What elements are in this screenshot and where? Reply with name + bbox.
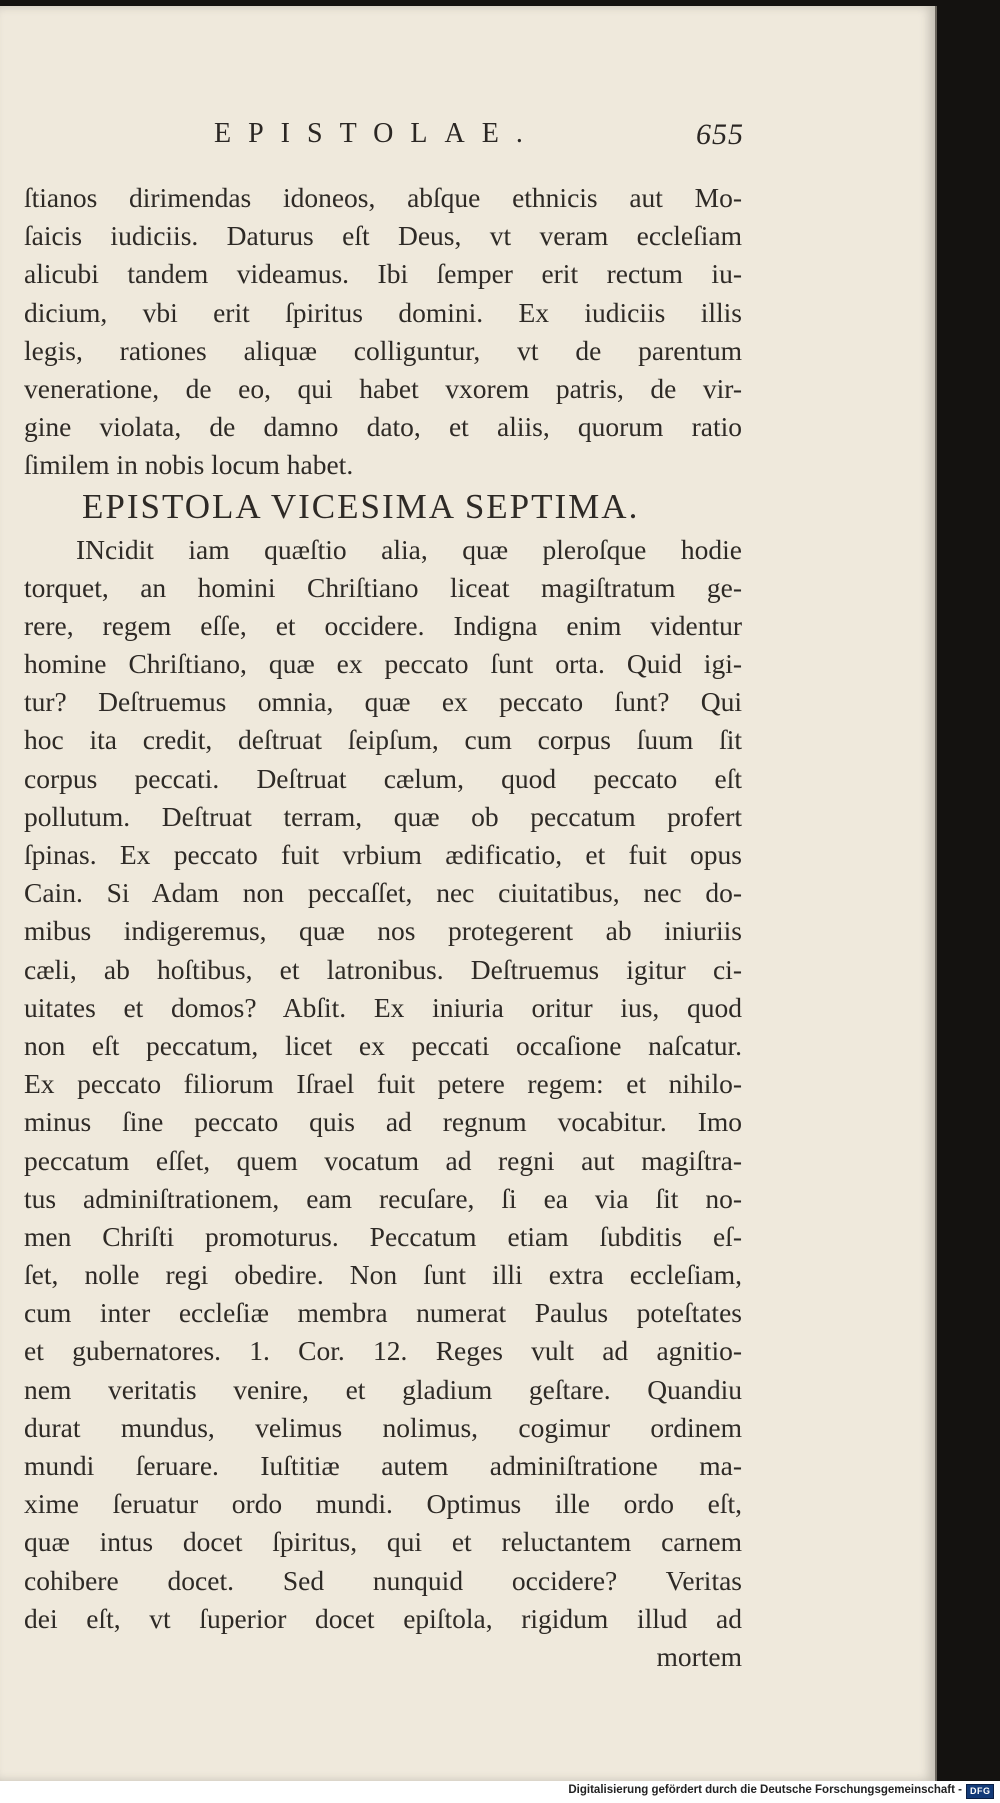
text-line: peccatum eſſet, quem vocatum ad regni aut magiſtra- bbox=[24, 1144, 742, 1176]
text-line: rere, regem eſſe, et occidere. Indigna enim videntur bbox=[24, 609, 742, 641]
text-line: quæ intus docet ſpiritus, qui et reluctantem carnem bbox=[24, 1526, 742, 1558]
text-line: cum inter eccleſiæ membra numerat Paulus poteſtates bbox=[24, 1297, 742, 1329]
text-line: ſtianos dirimendas idoneos, abſque ethnicis aut Mo- bbox=[24, 182, 742, 213]
text-line: nem veritatis venire, et gladium geſtare. Quandiu bbox=[24, 1373, 742, 1405]
text-line: Cain. Si Adam non peccaſſet, nec ciuitatibus, nec do- bbox=[24, 877, 742, 909]
running-head: EPISTOLAE. bbox=[214, 118, 540, 149]
preceding-letter-text bbox=[24, 179, 742, 485]
text-line: ſpinas. Ex peccato fuit vrbium ædificatio, et fuit opus bbox=[24, 839, 742, 870]
text-line: gine violata, de damno dato, et aliis, quorum ratio bbox=[24, 411, 742, 443]
text-line: non eſt peccatum, licet ex peccati occaſione naſcatur. bbox=[24, 1029, 742, 1061]
text-line: xime ſeruatur ordo mundi. Optimus ille ordo eſt, bbox=[24, 1488, 742, 1520]
text-line: ſaicis iudiciis. Daturus eſt Deus, vt veram eccleſiam bbox=[24, 220, 742, 252]
text-line: men Chriſti promoturus. Peccatum etiam ſubditis eſ- bbox=[24, 1220, 742, 1252]
text-line: ſimilem in nobis locum habet. bbox=[24, 449, 354, 481]
text-line: durat mundus, velimus nolimus, cogimur ordinem bbox=[24, 1411, 742, 1443]
text-line: pollutum. Deſtruat terram, quæ ob peccatum profert bbox=[24, 800, 742, 832]
text-line: minus ſine peccato quis ad regnum vocabitur. Imo bbox=[24, 1106, 742, 1138]
letter-text bbox=[24, 531, 742, 1638]
text-line: torquet, an homini Chriſtiano liceat magiſtratum ge- bbox=[24, 571, 742, 603]
digitization-footer bbox=[0, 1781, 1000, 1803]
body-text bbox=[24, 179, 742, 1676]
page-header bbox=[214, 118, 744, 168]
text-line: corpus peccati. Deſtruat cælum, quod peccato eſt bbox=[24, 762, 742, 794]
text-line: alicubi tandem videamus. Ibi ſemper erit rectum iu- bbox=[24, 258, 742, 290]
catchword: mortem bbox=[656, 1640, 742, 1672]
text-line: tur? Deſtruemus omnia, quæ ex peccato ſunt? Qui bbox=[24, 686, 742, 718]
text-line: et gubernatores. 1. Cor. 12. Reges vult ad agnitio- bbox=[24, 1335, 742, 1367]
chapter-heading: EPISTOLA VICESIMA SEPTIMA. bbox=[82, 486, 640, 526]
text-line: hoc ita credit, deſtruat ſeipſum, cum corpus ſuum ſit bbox=[24, 724, 742, 756]
text-line: ſet, nolle regi obedire. Non ſunt illi extra eccleſiam, bbox=[24, 1259, 742, 1291]
text-line: mundi ſeruare. Iuſtitiæ autem adminiſtratione ma- bbox=[24, 1450, 742, 1481]
text-line: uitates et domos? Abſit. Ex iniuria oritur ius, quod bbox=[24, 991, 742, 1023]
text-line: Ex peccato filiorum Iſrael fuit petere regem: et nihilo- bbox=[24, 1068, 742, 1100]
text-line: legis, rationes aliquæ colliguntur, vt de parentum bbox=[24, 334, 742, 366]
text-line: cæli, ab hoſtibus, et latronibus. Deſtruemus igitur ci- bbox=[24, 953, 742, 985]
text-line: dei eſt, vt ſuperior docet epiſtola, rigidum illud ad bbox=[24, 1602, 742, 1634]
page-number: 655 bbox=[696, 118, 744, 151]
book-page bbox=[0, 6, 937, 1781]
dfg-logo-text: DFG bbox=[970, 1786, 991, 1796]
text-line: veneratione, de eo, qui habet vxorem patris, de vir- bbox=[24, 372, 742, 404]
text-line: INcidit iam quæſtio alia, quæ pleroſque hodie bbox=[76, 533, 742, 565]
text-line: mibus indigeremus, quæ nos protegerent ab iniuriis bbox=[24, 915, 742, 947]
text-line: dicium, vbi erit ſpiritus domini. Ex iudiciis illis bbox=[24, 296, 742, 328]
dfg-logo-icon bbox=[966, 1784, 994, 1799]
text-line: tus adminiſtrationem, eam recuſare, ſi ea via ſit no- bbox=[24, 1182, 742, 1214]
text-line: homine Chriſtiano, quæ ex peccato ſunt orta. Quid igi- bbox=[24, 648, 742, 680]
text-line: cohibere docet. Sed nunquid occidere? Veritas bbox=[24, 1564, 742, 1596]
funding-note: Digitalisierung gefördert durch die Deutsche Forschungsgemeinschaft - bbox=[568, 1784, 962, 1796]
